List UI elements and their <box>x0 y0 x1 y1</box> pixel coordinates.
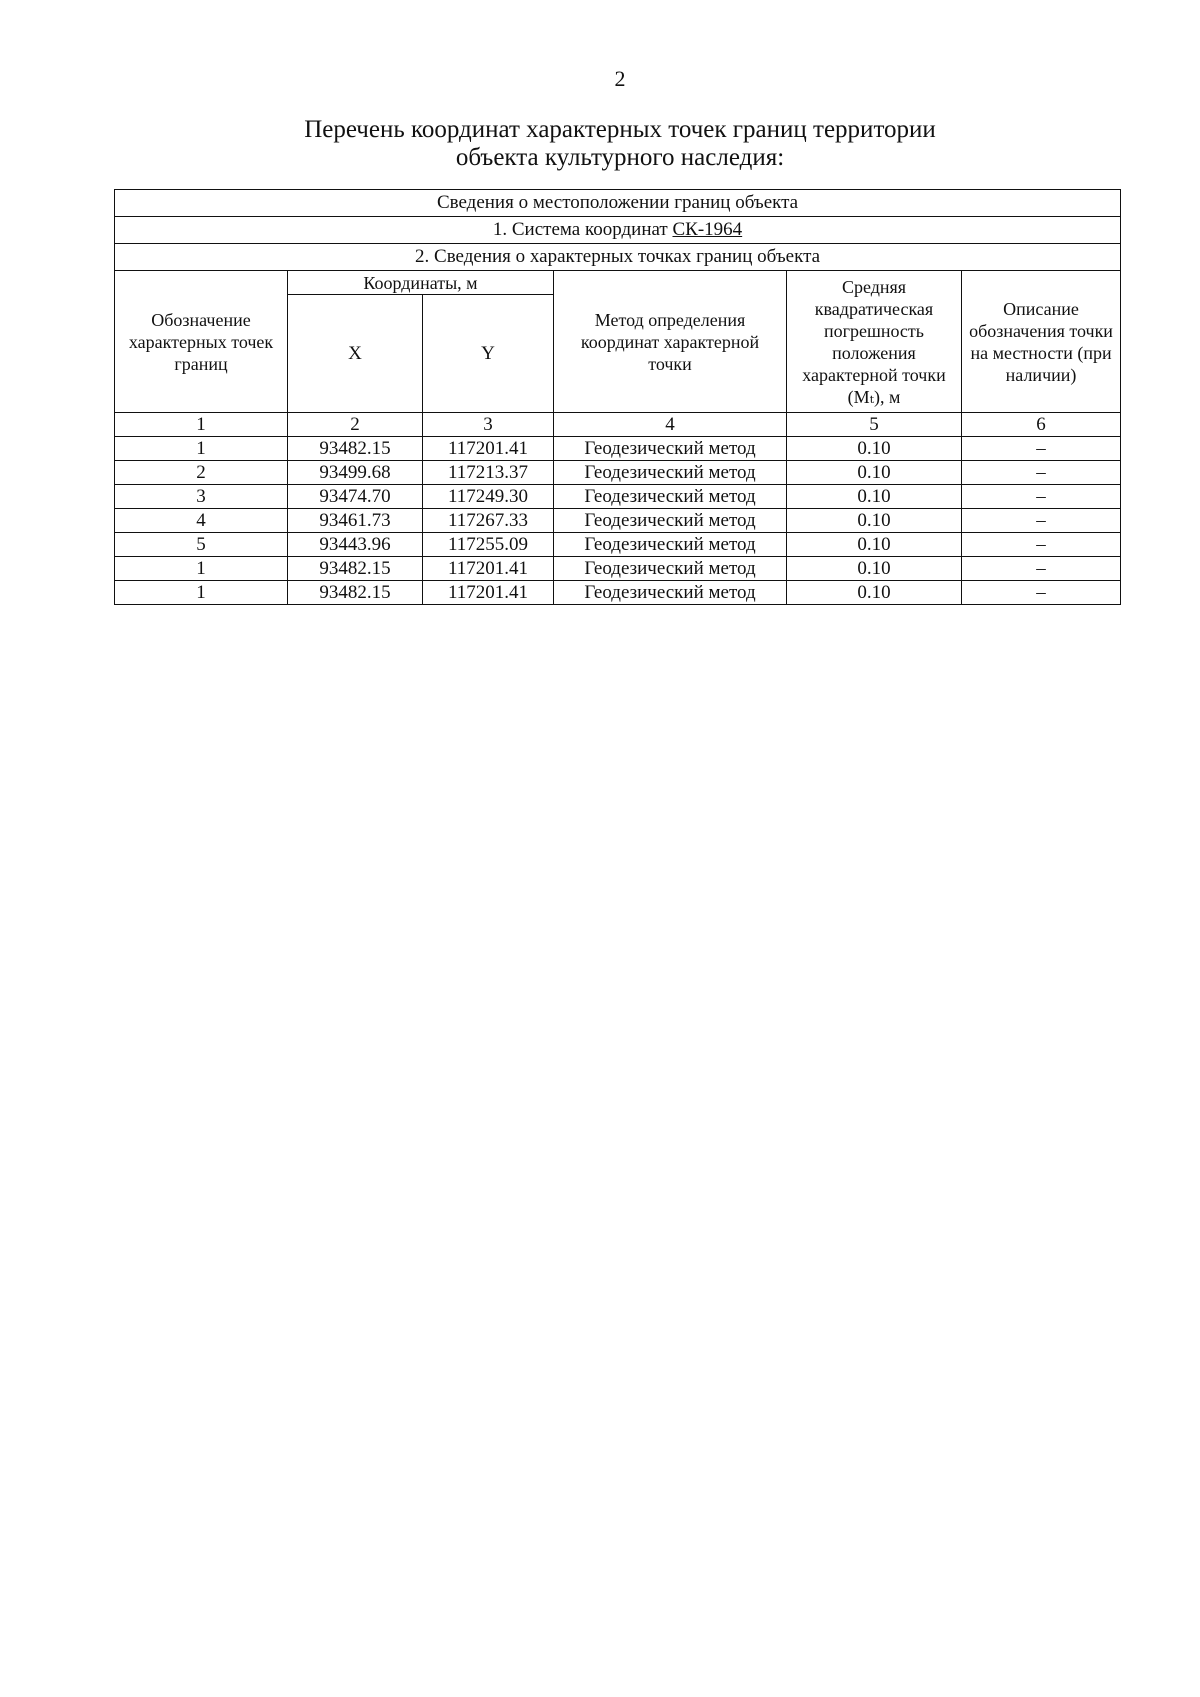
description: – <box>962 581 1121 605</box>
table-row <box>115 533 1121 557</box>
error: 0.10 <box>787 557 962 581</box>
description: – <box>962 437 1121 461</box>
description: – <box>962 509 1121 533</box>
coord-x: 93499.68 <box>288 461 423 485</box>
coordinate-system-row <box>115 217 1121 244</box>
points-section-header: 2. Сведения о характерных точках границ объекта <box>115 244 1121 271</box>
coord-x: 93482.15 <box>288 557 423 581</box>
column-number: 6 <box>962 413 1121 437</box>
page-number: 2 <box>614 66 626 91</box>
method: Геодезический метод <box>554 509 787 533</box>
method: Геодезический метод <box>554 485 787 509</box>
column-number: 1 <box>115 413 288 437</box>
description: – <box>962 557 1121 581</box>
col-y-header: Y <box>423 295 554 413</box>
error: 0.10 <box>787 509 962 533</box>
coord-y: 117201.41 <box>423 557 554 581</box>
error: 0.10 <box>787 533 962 557</box>
coord-x: 93482.15 <box>288 437 423 461</box>
coord-y: 117201.41 <box>423 581 554 605</box>
error: 0.10 <box>787 485 962 509</box>
description: – <box>962 533 1121 557</box>
document-title <box>0 116 1200 172</box>
table-row <box>115 509 1121 533</box>
column-number: 5 <box>787 413 962 437</box>
point-designation: 2 <box>115 461 288 485</box>
coordinate-system-value: СК-1964 <box>672 219 743 240</box>
col-method-header: Метод определения координат характерной точки <box>554 271 787 413</box>
error: 0.10 <box>787 461 962 485</box>
point-designation: 3 <box>115 485 288 509</box>
coord-x: 93443.96 <box>288 533 423 557</box>
table-row <box>115 485 1121 509</box>
point-designation: 4 <box>115 509 288 533</box>
title-line-1: Перечень координат характерных точек границ территории <box>304 116 936 143</box>
column-number: 3 <box>423 413 554 437</box>
method: Геодезический метод <box>554 557 787 581</box>
table-row <box>115 557 1121 581</box>
col-error-header: Средняя квадратическая погрешность положения характерной точки (Mₜ), м <box>787 271 962 413</box>
description: – <box>962 485 1121 509</box>
error: 0.10 <box>787 437 962 461</box>
method: Геодезический метод <box>554 461 787 485</box>
table-row <box>115 581 1121 605</box>
section-header: Сведения о местоположении границ объекта <box>115 190 1121 217</box>
description: – <box>962 461 1121 485</box>
coordinate-system-label: 1. Система координат <box>492 219 673 240</box>
col-x-header: X <box>288 295 423 413</box>
point-designation: 1 <box>115 437 288 461</box>
coordinates-table <box>114 189 1121 605</box>
table-row <box>115 437 1121 461</box>
method: Геодезический метод <box>554 533 787 557</box>
coord-x: 93461.73 <box>288 509 423 533</box>
title-line-2: объекта культурного наследия: <box>455 144 785 171</box>
method: Геодезический метод <box>554 581 787 605</box>
coord-y: 117267.33 <box>423 509 554 533</box>
point-designation: 1 <box>115 557 288 581</box>
coord-y: 117255.09 <box>423 533 554 557</box>
coord-y: 117213.37 <box>423 461 554 485</box>
column-number: 2 <box>288 413 423 437</box>
column-number: 4 <box>554 413 787 437</box>
coord-y: 117249.30 <box>423 485 554 509</box>
col-coords-group-header: Координаты, м <box>288 271 554 295</box>
col-description-header: Описание обозначения точки на местности (при наличии) <box>962 271 1121 413</box>
coord-y: 117201.41 <box>423 437 554 461</box>
point-designation: 5 <box>115 533 288 557</box>
error: 0.10 <box>787 581 962 605</box>
method: Геодезический метод <box>554 437 787 461</box>
coord-x: 93474.70 <box>288 485 423 509</box>
point-designation: 1 <box>115 581 288 605</box>
coord-x: 93482.15 <box>288 581 423 605</box>
column-number-row <box>115 413 1121 437</box>
table-row <box>115 461 1121 485</box>
col-designation-header: Обозначение характерных точек границ <box>115 271 288 413</box>
